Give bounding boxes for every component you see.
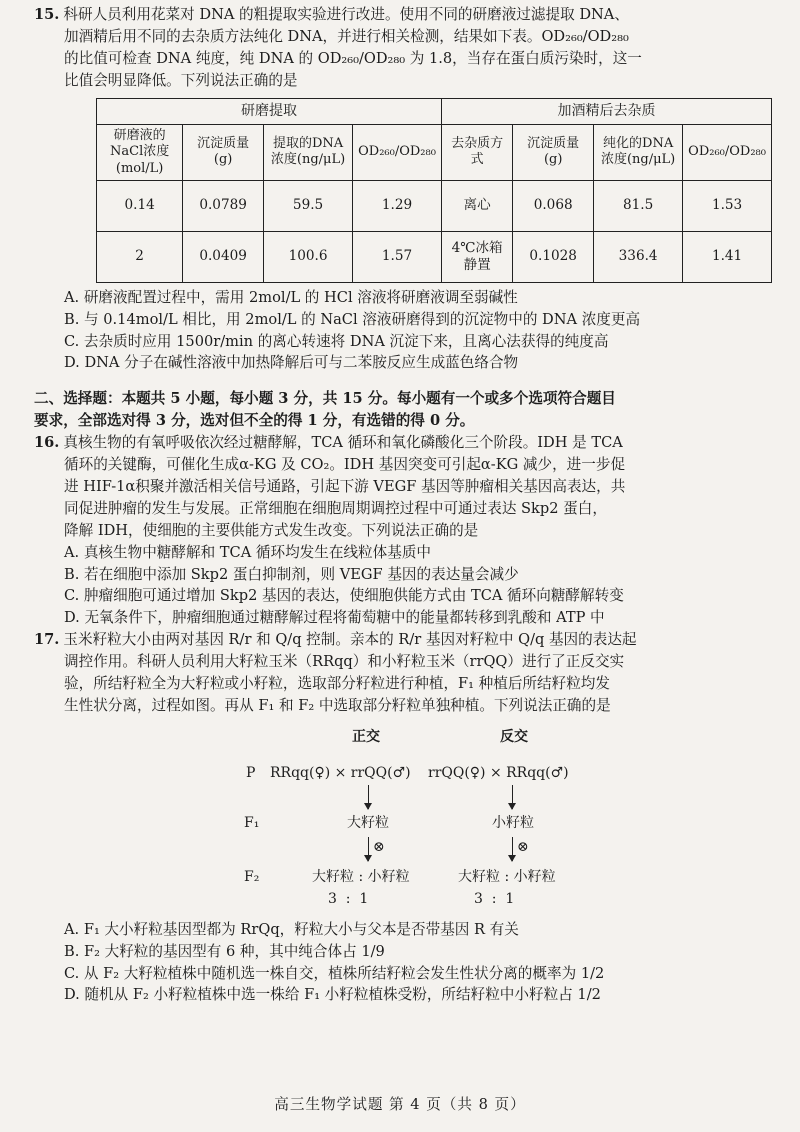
column-header: 沉淀质量(g) xyxy=(183,125,264,181)
option-b: B. 若在细胞中添加 Skp2 蛋白抑制剂，则 VEGF 基因的表达量会减少 xyxy=(64,565,519,583)
table-cell: 0.068 xyxy=(513,180,594,231)
column-header: 纯化的DNA浓度(ng/μL) xyxy=(594,125,683,181)
option-d: D. 随机从 F₂ 小籽粒植株中选一株给 F₁ 小籽粒植株受粉，所结籽粒中小籽粒占 1/2 xyxy=(64,986,601,1004)
generation-label-f1: F₁ xyxy=(244,814,260,831)
table-cell: 81.5 xyxy=(594,180,683,231)
arrow-down-icon xyxy=(368,837,369,861)
f2-forward-ratio: 3 : 1 xyxy=(328,890,369,907)
column-header: OD₂₆₀/OD₂₈₀ xyxy=(353,125,442,181)
forward-cross-parents: RRqq(♀) × rrQQ(♂) xyxy=(270,764,411,781)
option-a: A. 真核生物中糖酵解和 TCA 循环均发生在线粒体基质中 xyxy=(64,543,432,561)
question-17-options xyxy=(34,919,772,1007)
question-16-line-2: 循环的关键酶，可催化生成α-KG 及 CO₂。IDH 基因突变可引起α-KG 减少，进一步促 xyxy=(64,456,626,474)
table-row xyxy=(97,231,772,282)
arrow-down-icon xyxy=(368,785,369,809)
table-cell: 0.0409 xyxy=(183,231,264,282)
question-15 xyxy=(34,4,772,374)
f1-reverse-phenotype: 小籽粒 xyxy=(492,814,534,831)
reverse-cross-parents: rrQQ(♀) × RRqq(♂) xyxy=(428,764,569,781)
option-d: D. DNA 分子在碱性溶液中加热降解后可与二苯胺反应生成蓝色络合物 xyxy=(64,354,519,372)
question-16-line-3: 进 HIF-1α积聚并激活相关信号通路，引起下游 VEGF 基因等肿瘤相关基因高表达，共 xyxy=(64,477,626,495)
option-d: D. 无氧条件下，肿瘤细胞通过糖酵解过程将葡萄糖中的能量都转移到乳酸和 ATP 中 xyxy=(64,609,605,627)
table-column-header-row xyxy=(97,125,772,181)
question-15-line-4: 比值会明显降低。下列说法正确的是 xyxy=(64,71,298,89)
question-17-line-2: 调控作用。科研人员利用大籽粒玉米（RRqq）和小籽粒玉米（rrQQ）进行了正反交实 xyxy=(64,653,625,671)
section-heading-line-2: 要求，全部选对得 3 分，选对但不全的得 1 分，有选错的得 0 分。 xyxy=(34,412,475,430)
column-header: 沉淀质量(g) xyxy=(513,125,594,181)
option-b: B. 与 0.14mol/L 相比，用 2mol/L 的 NaCl 溶液研磨得到的沉淀物中的 DNA 浓度更高 xyxy=(64,310,641,328)
section-heading-line-1: 二、选择题：本题共 5 小题，每小题 3 分，共 15 分。每小题有一个或多个选项符合题目 xyxy=(34,390,616,408)
option-c: C. 肿瘤细胞可通过增加 Skp2 基因的表达，使细胞供能方式由 TCA 循环向糖酵解转变 xyxy=(64,587,624,605)
f1-forward-phenotype: 大籽粒 xyxy=(347,814,389,831)
section-heading xyxy=(34,388,772,432)
question-15-line-1: 15. 科研人员利用花菜对 DNA 的粗提取实验进行改进。使用不同的研磨液过滤提取 DNA、 xyxy=(34,6,629,23)
table-cell: 1.29 xyxy=(353,180,442,231)
question-16-line-5: 降解 IDH，使细胞的主要供能方式发生改变。下列说法正确的是 xyxy=(64,521,479,539)
table-cell: 1.57 xyxy=(353,231,442,282)
dna-extraction-table xyxy=(96,98,772,283)
reciprocal-cross-title-reverse: 反交 xyxy=(500,728,528,745)
column-header: 研磨液的NaCl浓度(mol/L) xyxy=(97,125,183,181)
column-header: OD₂₆₀/OD₂₈₀ xyxy=(683,125,772,181)
table-cell: 4℃冰箱静置 xyxy=(441,231,512,282)
question-16-line-1: 16. 真核生物的有氧呼吸依次经过糖酵解，TCA 循环和氧化磷酸化三个阶段。IDH 是 TCA xyxy=(34,434,623,452)
genetic-cross-diagram xyxy=(34,723,772,913)
option-b: B. F₂ 大籽粒的基因型有 6 种，其中纯合体占 1/9 xyxy=(64,942,385,960)
question-16 xyxy=(34,432,772,629)
question-15-line-3: 的比值可检查 DNA 纯度，纯 DNA 的 OD₂₆₀/OD₂₈₀ 为 1.8，当存在蛋白质污染时，这一 xyxy=(64,49,642,67)
table-cell: 1.53 xyxy=(683,180,772,231)
question-17-line-3: 验，所结籽粒全为大籽粒或小籽粒，选取部分籽粒进行种植，F₁ 种植后所结籽粒均发 xyxy=(64,674,610,692)
question-15-line-2: 加酒精后用不同的去杂质方法纯化 DNA，并进行相关检测，结果如下表。OD₂₆₀/OD₂₈₀ xyxy=(64,27,629,45)
table-cell: 0.1028 xyxy=(513,231,594,282)
table-cell: 离心 xyxy=(441,180,512,231)
option-c: C. 去杂质时应用 1500r/min 的离心转速将 DNA 沉淀下来，且离心法获得的纯度高 xyxy=(64,332,609,350)
f2-reverse-phenotypes: 大籽粒 : 小籽粒 xyxy=(458,868,556,885)
column-header: 去杂质方式 xyxy=(441,125,512,181)
question-number: 15. xyxy=(34,6,60,23)
table-cell: 59.5 xyxy=(264,180,353,231)
table-cell: 0.0789 xyxy=(183,180,264,231)
table-row xyxy=(97,180,772,231)
reciprocal-cross-title-forward: 正交 xyxy=(352,728,380,745)
question-17 xyxy=(34,629,772,1006)
group-header-purification: 加酒精后去杂质 xyxy=(441,98,771,125)
generation-label-p: P xyxy=(246,764,256,781)
question-17-line-1: 17. 玉米籽粒大小由两对基因 R/r 和 Q/q 控制。亲本的 R/r 基因对籽粒中 Q/q 基因的表达起 xyxy=(34,631,637,649)
selfing-icon: ⊗ xyxy=(517,838,529,855)
column-header: 提取的DNA浓度(ng/μL) xyxy=(264,125,353,181)
table-cell: 100.6 xyxy=(264,231,353,282)
group-header-grinding: 研磨提取 xyxy=(97,98,442,125)
question-15-options xyxy=(34,287,772,375)
f2-forward-phenotypes: 大籽粒 : 小籽粒 xyxy=(312,868,410,885)
table-cell: 336.4 xyxy=(594,231,683,282)
table-cell: 1.41 xyxy=(683,231,772,282)
arrow-down-icon xyxy=(512,785,513,809)
table-group-header-row xyxy=(97,98,772,125)
table-cell: 2 xyxy=(97,231,183,282)
question-17-line-4: 生性状分离，过程如图。再从 F₁ 和 F₂ 中选取部分籽粒单独种植。下列说法正确的是 xyxy=(64,696,611,714)
arrow-down-icon xyxy=(512,837,513,861)
option-a: A. 研磨液配置过程中，需用 2mol/L 的 HCl 溶液将研磨液调至弱碱性 xyxy=(64,288,518,306)
f2-reverse-ratio: 3 : 1 xyxy=(474,890,515,907)
page-footer: 高三生物学试题 第 4 页（共 8 页） xyxy=(274,1096,526,1113)
selfing-icon: ⊗ xyxy=(373,838,385,855)
question-number: 16. xyxy=(34,434,60,452)
question-16-line-4: 同促进肿瘤的发生与发展。正常细胞在细胞周期调控过程中可通过表达 Skp2 蛋白， xyxy=(64,499,607,517)
question-number: 17. xyxy=(34,631,60,649)
option-a: A. F₁ 大小籽粒基因型都为 RrQq，籽粒大小与父本是否带基因 R 有关 xyxy=(64,920,519,938)
table-cell: 0.14 xyxy=(97,180,183,231)
option-c: C. 从 F₂ 大籽粒植株中随机选一株自交，植株所结籽粒会发生性状分离的概率为 1/2 xyxy=(64,964,605,982)
generation-label-f2: F₂ xyxy=(244,868,260,885)
